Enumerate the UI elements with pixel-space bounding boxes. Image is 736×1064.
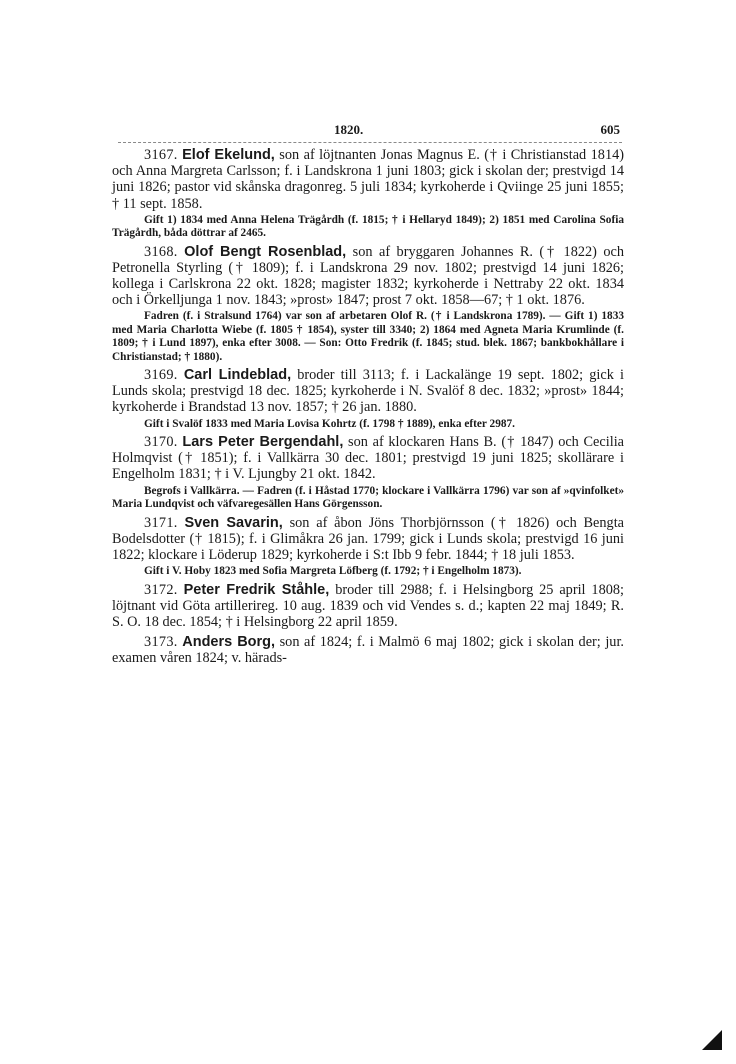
entry-biography: son af 1824; f. i Malmö 6 maj 1802; gick i skolan der; jur. examen våren 1824; v. härads- xyxy=(112,634,624,667)
entry-number: 3170. xyxy=(144,434,178,451)
entry-number: 3173. xyxy=(144,634,178,651)
entry-main-text xyxy=(112,434,624,483)
entry-name: Elof Ekelund, xyxy=(182,147,275,163)
entry-main-text xyxy=(112,634,624,666)
entry-number: 3171. xyxy=(144,514,178,531)
entry-biography: son af åbon Jöns Thorbjörnsson († 1826) och Bengta Bodelsdotter († 1815); f. i Glimåkra 26 jan. 1799; gick i Lunds skola; prestvigd 16 juni 1822; klockare i Löderup 1829; kyrkoherde i S:t Ibb 9 febr. 1844; † 18 juli 1853. xyxy=(112,514,625,563)
entry-biography: son af klockaren Hans B. († 1847) och Cecilia Holmqvist († 1851); f. i Vallkärra 30 dec. 1801; prestvigd 19 juni 1825; skollärare i Engelholm 1831; † i V. Ljungby 21 okt. 1842. xyxy=(112,434,625,483)
entry-name: Olof Bengt Rosenblad, xyxy=(184,243,347,260)
entry-main-text xyxy=(112,147,624,212)
entry-name: Lars Peter Bergendahl, xyxy=(182,434,344,451)
entry-note: Begrofs i Vallkärra. — Fadren (f. i Håstad 1770; klockare i Vallkärra 1796) var son af »qvinfolket» Maria Lundqvist och väfvaregesällen Hans Görgensson. xyxy=(112,484,624,511)
entry-main-text xyxy=(112,582,624,631)
entry-biography: son af löjtnanten Jonas Magnus E. († i Christianstad 1814) och Anna Margreta Carlsson; f. i Landskrona 1 juni 1803; gick i skolan der; prestvigd 14 juni 1826; pastor vid skånska dragonreg. 5 juli 1834; kyrkoherde i Qviinge 25 juni 1855; † 11 sept. 1858. xyxy=(112,147,625,212)
entry-3173 xyxy=(112,634,624,666)
entry-3167 xyxy=(112,147,624,241)
entry-number: 3169. xyxy=(144,367,178,384)
corner-triangle-mark xyxy=(702,1030,722,1050)
entry-number: 3172. xyxy=(144,581,178,598)
entry-name: Peter Fredrik Ståhle, xyxy=(183,581,330,598)
entry-3171 xyxy=(112,515,624,579)
entry-3169 xyxy=(112,367,624,431)
entry-name: Sven Savarin, xyxy=(184,514,283,531)
entry-biography: son af bryggaren Johannes R. († 1822) och Petronella Styrling († 1809); f. i Landskrona 29 nov. 1802; prestvigd 14 juni 1826; kollega i Carlskrona 22 okt. 1828; magister 1832; kyrkoherde i Nettraby 22 okt. 1834 och i Örkelljunga 1 nov. 1843; »prost» 1847; prost 7 okt. 1858—67; † 1 okt. 1876. xyxy=(112,243,625,309)
page-header xyxy=(120,122,620,140)
entry-note: Fadren (f. i Stralsund 1764) var son af arbetaren Olof R. († i Landskrona 1789). — Gift 1) 1833 med Maria Charlotta Wiebe (f. 1805 † 1854), syster till 3340; 2) 1864 med Agneta Maria Krumlinde (f. 1809; † i Lund 1897), enka efter 3008. — Son: Otto Fredrik (f. 1845; stud. blek. 1867; bankbokhållare i Christianstad; † 1880). xyxy=(112,310,624,363)
entry-3168 xyxy=(112,244,624,364)
header-rule xyxy=(118,142,622,143)
entry-note: Gift 1) 1834 med Anna Helena Trägårdh (f. 1815; † i Hellaryd 1849); 2) 1851 med Carolina Sofia Trägårdh, båda döttrar af 2465. xyxy=(112,213,624,240)
entry-biography: broder till 3113; f. i Lackalänge 19 sept. 1802; gick i Lunds skola; prestvigd 18 dec. 1825; kyrkoherde i N. Svalöf 8 dec. 1832; »prost» 1844; kyrkoherde i Brandstad 13 nov. 1857; † 26 jan. 1880. xyxy=(112,367,624,416)
entry-number: 3168. xyxy=(144,243,178,260)
entry-main-text xyxy=(112,367,624,416)
entries-column xyxy=(112,147,624,667)
header-year: 1820. xyxy=(334,122,364,137)
entry-main-text xyxy=(112,515,624,564)
entry-biography: broder till 2988; f. i Helsingborg 25 april 1808; löjtnant vid Göta artillerireg. 10 aug. 1839 och vid Vendes s. d.; kapten 22 maj 1849; R. S. O. 18 dec. 1854; † i Helsingborg 22 april 1859. xyxy=(112,581,624,630)
entry-name: Anders Borg, xyxy=(182,634,276,651)
entry-note: Gift i Svalöf 1833 med Maria Lovisa Kohrtz (f. 1798 † 1889), enka efter 2987. xyxy=(144,417,515,430)
header-page-number: 605 xyxy=(600,122,620,137)
entry-note: Gift i V. Hoby 1823 med Sofia Margreta Löfberg (f. 1792; † i Engelholm 1873). xyxy=(144,565,522,578)
entry-main-text xyxy=(112,244,624,309)
entry-3172 xyxy=(112,582,624,631)
entry-name: Carl Lindeblad, xyxy=(183,367,292,384)
entry-3170 xyxy=(112,434,624,511)
entry-number: 3167. xyxy=(144,147,178,163)
